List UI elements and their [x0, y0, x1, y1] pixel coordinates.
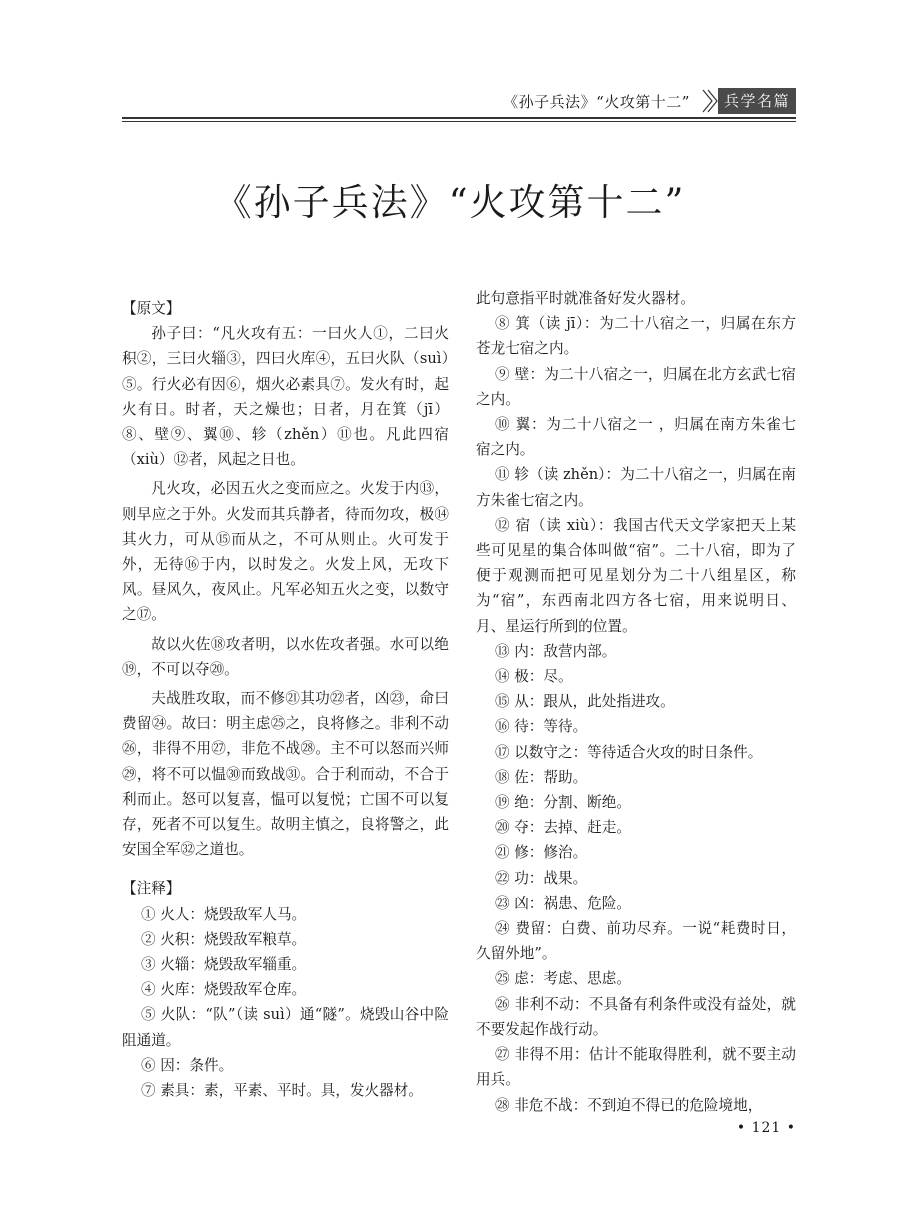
note-item: ⑧ 箕（读 jī）：为二十八宿之一，归属在东方苍龙七宿之内。 [476, 315, 796, 358]
note-item: ⑮ 从：跟从，此处指进攻。 [494, 693, 675, 711]
note-item: ⑬ 内：敌营内部。 [494, 642, 617, 660]
left-column [122, 296, 449, 1103]
header-rule-thin [122, 121, 796, 122]
note-item: ⑥ 因：条件。 [140, 1056, 234, 1074]
original-paragraph: 故以火佐⑱攻者明，以水佐攻者强。水可以绝⑲，不可以夺⑳。 [122, 635, 449, 678]
running-title: 《孙子兵法》“火攻第十二” [503, 92, 690, 111]
note-item: ⑱ 佐：帮助。 [494, 768, 588, 786]
note-item: ㉔ 费留：白费、前功尽弃。一说“耗费时日，久留外地”。 [476, 920, 796, 963]
note-item: ⑰ 以数守之：等待适合火攻的时日条件。 [494, 743, 763, 761]
page-number: • 121 • [736, 1120, 796, 1136]
note-item: ① 火人：烧毁敌军人马。 [140, 905, 307, 923]
note-item: ⑪ 轸（读 zhěn）：为二十八宿之一，归属在南方朱雀七宿之内。 [476, 466, 796, 509]
note-item: ㉖ 非利不动：不具备有利条件或没有益处，就不要发起作战行动。 [476, 995, 796, 1038]
note-item: ㉘ 非危不战：不到迫不得已的危险境地， [494, 1096, 763, 1114]
note-item: ㉗ 非得不用：估计不能取得胜利，就不要主动用兵。 [476, 1046, 796, 1089]
page-title: 《孙子兵法》“火攻第十二” [214, 181, 686, 224]
notes-heading: 【注释】 [122, 880, 181, 898]
note-item: ㉑ 修：修治。 [494, 844, 588, 862]
note-item: ③ 火辎：烧毁敌军辎重。 [140, 956, 307, 974]
original-paragraph: 孙子曰：“凡火攻有五：一曰火人①，二曰火积②，三曰火辎③，四曰火库④，五曰火队（suì）⑤。行火必有因⑥，烟火必素具⑦。发火有时，起火有日。时者，天之燥也；日者，月在箕（jī）⑧、壁⑨、翼⑩、轸（zhěn）⑪也。凡此四宿（xiù）⑫者，风起之日也。 [122, 325, 449, 469]
note-item: ⑨ 壁：为二十八宿之一，归属在北方玄武七宿之内。 [476, 365, 796, 408]
chevron-right-icon [700, 88, 718, 114]
note-item: ④ 火库：烧毁敌军仓库。 [140, 981, 307, 999]
note-item: ⑩ 翼：为二十八宿之一 ，归属在南方朱雀七宿之内。 [476, 416, 796, 459]
note-item: ⑤ 火队：“队”（读 suì）通“隧”。烧毁山谷中险阻通道。 [122, 1006, 449, 1049]
original-paragraph: 夫战胜攻取，而不修㉑其功㉒者，凶㉓，命曰费留㉔。故曰：明主虑㉕之，良将修之。非利不动㉖，非得不用㉗，非危不战㉘。主不可以怒而兴师㉙，将不可以愠㉚而致战㉛。合于利而动，不合于利而止。怒可以复喜，愠可以复悦；亡国不可以复存，死者不可以复生。故明主慎之，良将警之，此安国全军㉜之道也。 [122, 690, 449, 859]
note-item: ⑫ 宿（读 xiù）：我国古代天文学家把天上某些可见星的集合体叫做“宿”。二十八宿，即为了便于观测而把可见星划分为二十八组星区，称为“宿”，东西南北四方各七宿，用来说明日、月、星运行所到的位置。 [476, 516, 796, 635]
note-item: ⑭ 极：尽。 [494, 668, 573, 686]
note-item: ⑯ 待：等待。 [494, 718, 588, 736]
running-header [503, 88, 796, 114]
section-label: 兵学名篇 [718, 88, 796, 114]
note-item: ㉓ 凶：祸患、危险。 [494, 894, 631, 912]
note-continuation: 此句意指平时就准备好发火器材。 [476, 290, 695, 307]
note-item: ⑳ 夺：去掉、赶走。 [494, 819, 631, 837]
note-item: ㉕ 虑：考虑、思虑。 [494, 970, 631, 988]
original-text-heading: 【原文】 [122, 300, 181, 317]
note-item: ⑲ 绝：分割、断绝。 [494, 794, 631, 812]
note-item: ② 火积：烧毁敌军粮草。 [140, 930, 307, 948]
right-column [476, 286, 796, 1118]
note-item: ⑦ 素具：素，平素、平时。具，发火器材。 [140, 1082, 423, 1100]
note-item: ㉒ 功：战果。 [494, 869, 588, 887]
original-paragraph: 凡火攻，必因五火之变而应之。火发于内⑬，则早应之于外。火发而其兵静者，待而勿攻，极⑭其火力，可从⑮而从之，不可从则止。火可发于外，无待⑯于内，以时发之。火发上风，无攻下风。昼风久，夜风止。凡军必知五火之变，以数守之⑰。 [122, 480, 449, 624]
header-rule-thick [122, 117, 796, 119]
